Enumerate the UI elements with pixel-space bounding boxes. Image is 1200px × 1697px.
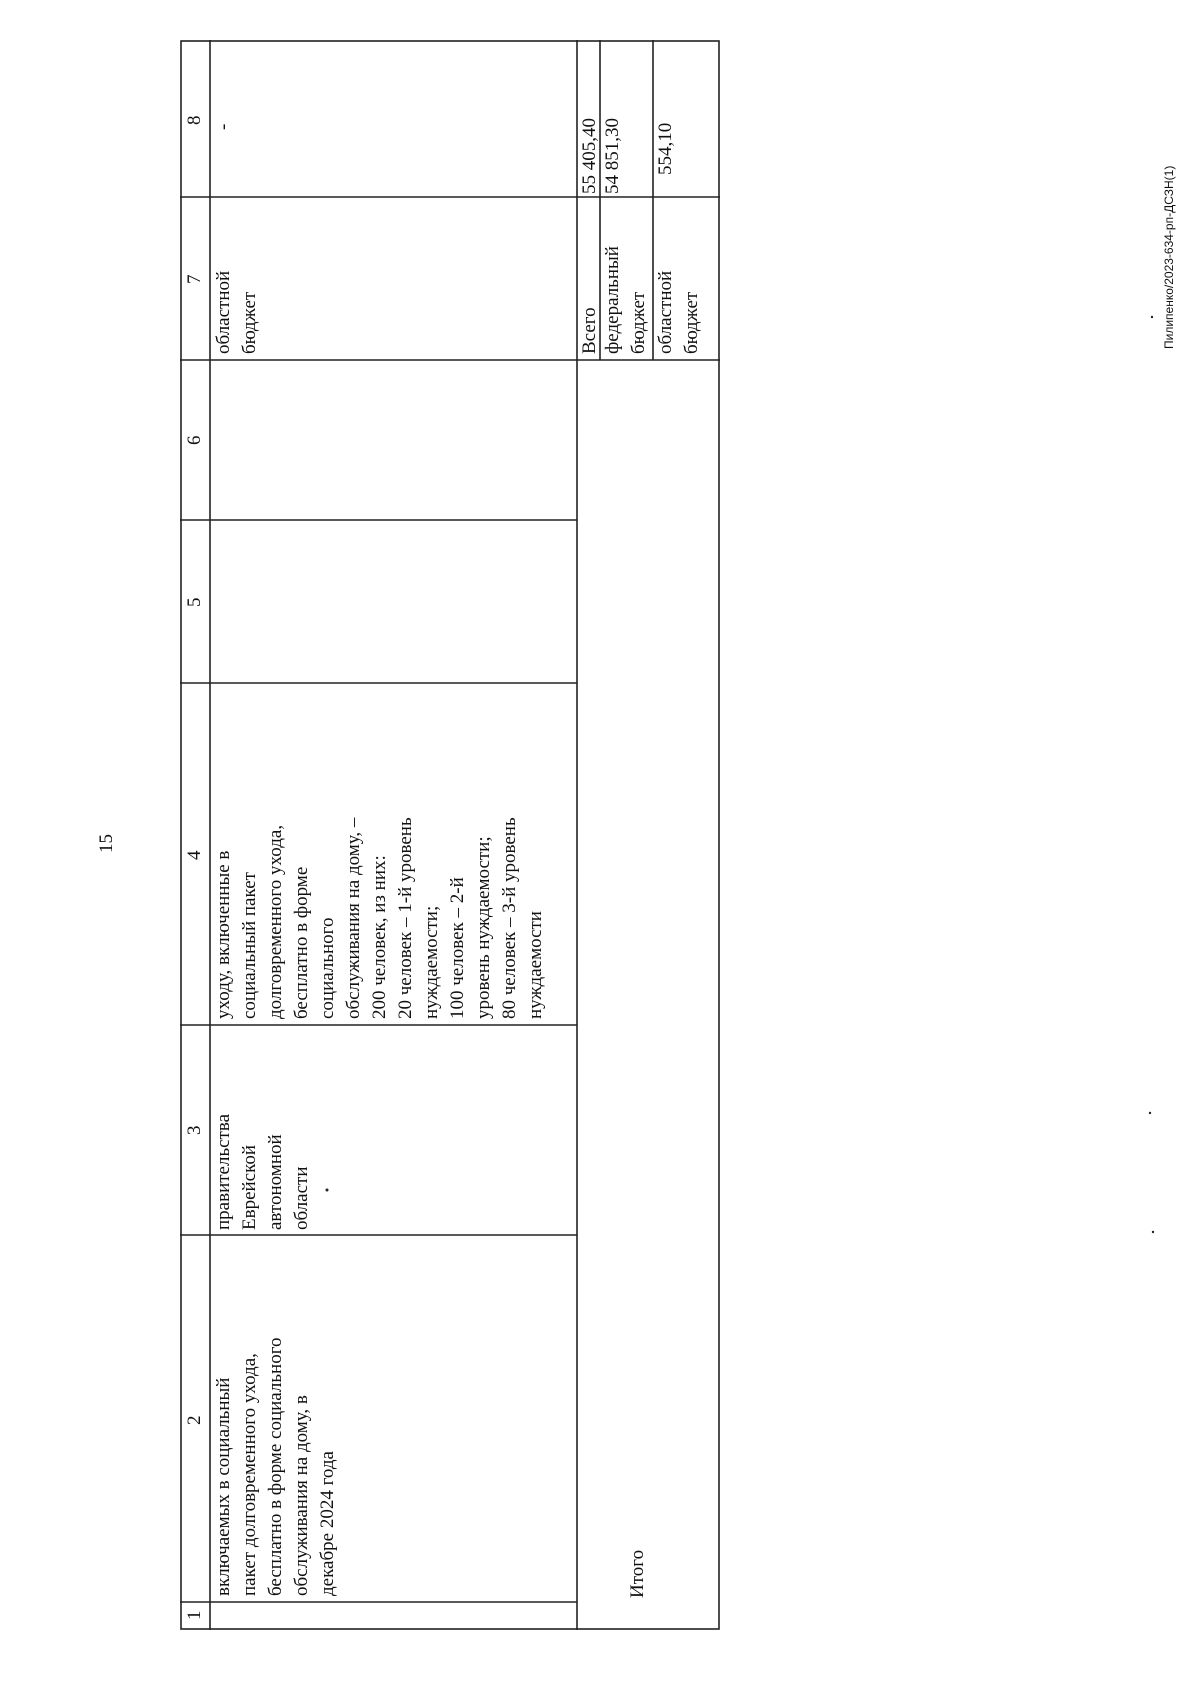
- row-col4-line: уходу, включенные в: [213, 850, 234, 1019]
- row-col2-line: пакет долговременного ухода,: [239, 1353, 260, 1596]
- row-col3-line: Еврейской: [239, 1144, 260, 1230]
- row-col4-line: социального: [317, 917, 338, 1019]
- total-federal-label: федеральный: [602, 246, 623, 354]
- row-col7-line: областной: [213, 270, 234, 354]
- speck: [1152, 1231, 1154, 1233]
- row-col4-line: обслуживания на дому, –: [343, 817, 364, 1019]
- total-federal-value: 54 851,30: [602, 118, 623, 194]
- row-col2-line: декабре 2024 года: [317, 1451, 338, 1596]
- row-col4-line: 100 человек – 2-й: [447, 877, 468, 1019]
- row-col4-line: нуждаемости: [525, 911, 546, 1019]
- total-federal-label: бюджет: [628, 291, 649, 354]
- row-col4-line: 200 человек, из них:: [369, 855, 390, 1019]
- total-regional-label: областной: [655, 270, 676, 354]
- row-col4-line: долговременного ухода,: [265, 824, 286, 1019]
- footer-code: Пилипенко/2023-634-рп-ДСЗН(1): [1162, 165, 1176, 349]
- header-col-3: 3: [184, 1125, 205, 1135]
- row-col3-line: области: [291, 1166, 312, 1230]
- speck: [1149, 1112, 1151, 1114]
- row-col4-line: нуждаемости;: [421, 905, 442, 1019]
- row-col3-line: правительства: [213, 1113, 234, 1230]
- total-regional-label: бюджет: [681, 291, 702, 354]
- page-number: 15: [96, 834, 117, 853]
- row-col4-line: 20 человек – 1-й уровень: [395, 817, 416, 1019]
- total-label: Итого: [627, 1549, 648, 1598]
- header-col-8: 8: [184, 115, 205, 125]
- header-col-2: 2: [184, 1415, 205, 1425]
- speck: [1151, 316, 1153, 318]
- row-col2-line: бесплатно в форме социального: [265, 1337, 286, 1596]
- header-col-1: 1: [184, 1610, 205, 1620]
- row-col4-line: социальный пакет: [239, 872, 260, 1019]
- header-col-5: 5: [184, 597, 205, 607]
- total-all-label: Всего: [579, 307, 600, 354]
- total-all-value: 55 405,40: [579, 118, 600, 194]
- row-col2-line: обслуживания на дому, в: [291, 1395, 312, 1596]
- row-col8-value: -: [213, 123, 234, 130]
- row-col2-line: включаемых в социальный: [213, 1377, 234, 1596]
- speck: [326, 1189, 329, 1192]
- header-col-7: 7: [184, 274, 205, 284]
- row-col7-line: бюджет: [239, 291, 260, 354]
- row-col4-line: уровень нуждаемости;: [473, 836, 494, 1019]
- header-col-4: 4: [184, 850, 205, 860]
- row-col4-line: 80 человек – 3-й уровень: [499, 817, 520, 1019]
- row-col3-line: автономной: [265, 1134, 286, 1230]
- header-col-6: 6: [184, 435, 205, 445]
- total-regional-value: 554,10: [655, 122, 676, 175]
- row-col4-line: бесплатно в форме: [291, 866, 312, 1019]
